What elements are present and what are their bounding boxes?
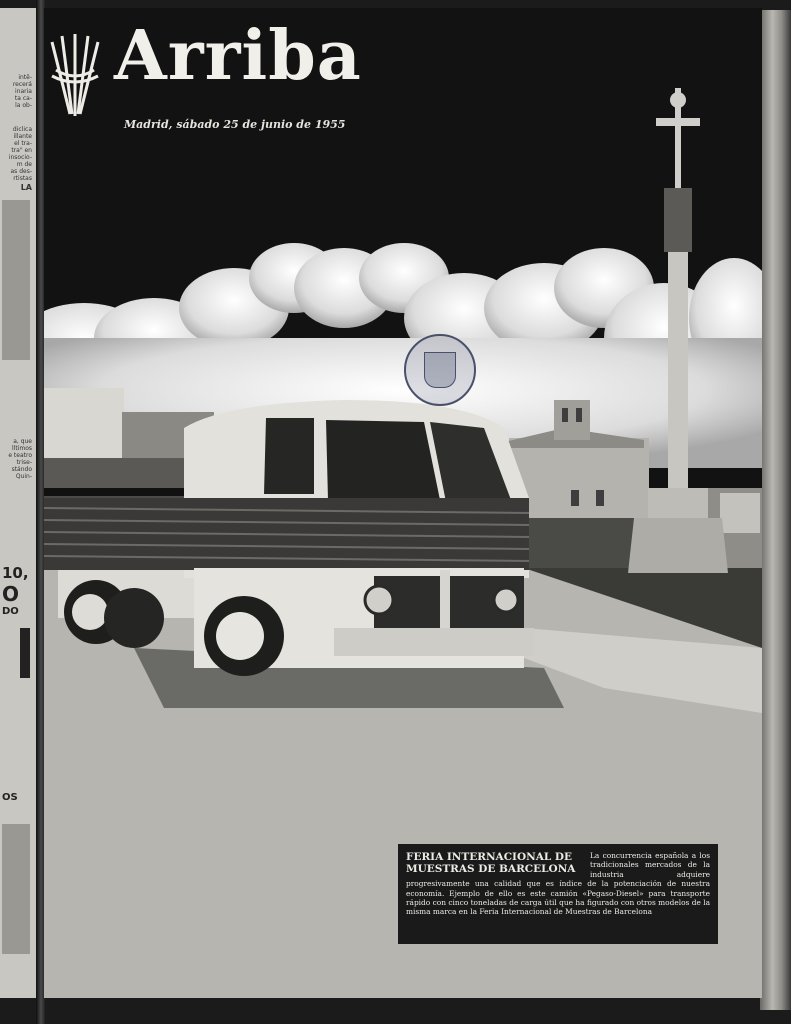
- caption-headline: FERIA INTERNACIONAL DE MUESTRAS DE BARCELONA: [406, 851, 576, 875]
- left-fragment-heading: DO: [2, 606, 19, 617]
- left-wall: [44, 458, 194, 488]
- left-page-fragment: [0, 8, 38, 998]
- shrubs: [526, 518, 636, 568]
- left-fragment-text: a, que lltimos e teatro trise- stándo Quin-: [8, 438, 32, 480]
- left-fragment-text: intē- recerá inaria ta ca- la ob-: [12, 74, 32, 109]
- library-seal: [404, 334, 476, 406]
- photo-caption-box: [398, 844, 718, 944]
- seal-shield: [424, 352, 456, 388]
- caption-body: La concurrencia española a los tradicionales mercados de la industria adquiere progresivamente una calidad que es índice de la potenciación de nuestra economía. Ejemplo de ello es este camión «Pegaso-Diesel» para transporte rápido con cinco toneladas de carga útil que ha figurado con otros modelos de la misma marca en la Feria Internacional de Muestras de Barcelona: [406, 851, 710, 917]
- left-fragment-heading: 10,: [2, 564, 29, 582]
- masthead-title: Arriba: [114, 16, 362, 96]
- masthead-dateline: Madrid, sábado 25 de junio de 1955: [124, 118, 346, 131]
- magazine-cover: [44, 8, 762, 998]
- left-fragment-image: [2, 200, 30, 360]
- page-stack-edge: [760, 10, 791, 1010]
- left-fragment-heading: OS: [2, 792, 18, 803]
- left-fragment-text: LA: [20, 183, 32, 192]
- left-fragment-heading: O: [2, 582, 20, 606]
- left-fragment-image: [2, 824, 30, 954]
- yoke-and-arrows-emblem: [50, 30, 100, 124]
- left-fragment-text: diclica illante el tra- tra" en insocio- m de as des- rtistas: [8, 126, 32, 182]
- left-fragment-bar: [20, 628, 30, 678]
